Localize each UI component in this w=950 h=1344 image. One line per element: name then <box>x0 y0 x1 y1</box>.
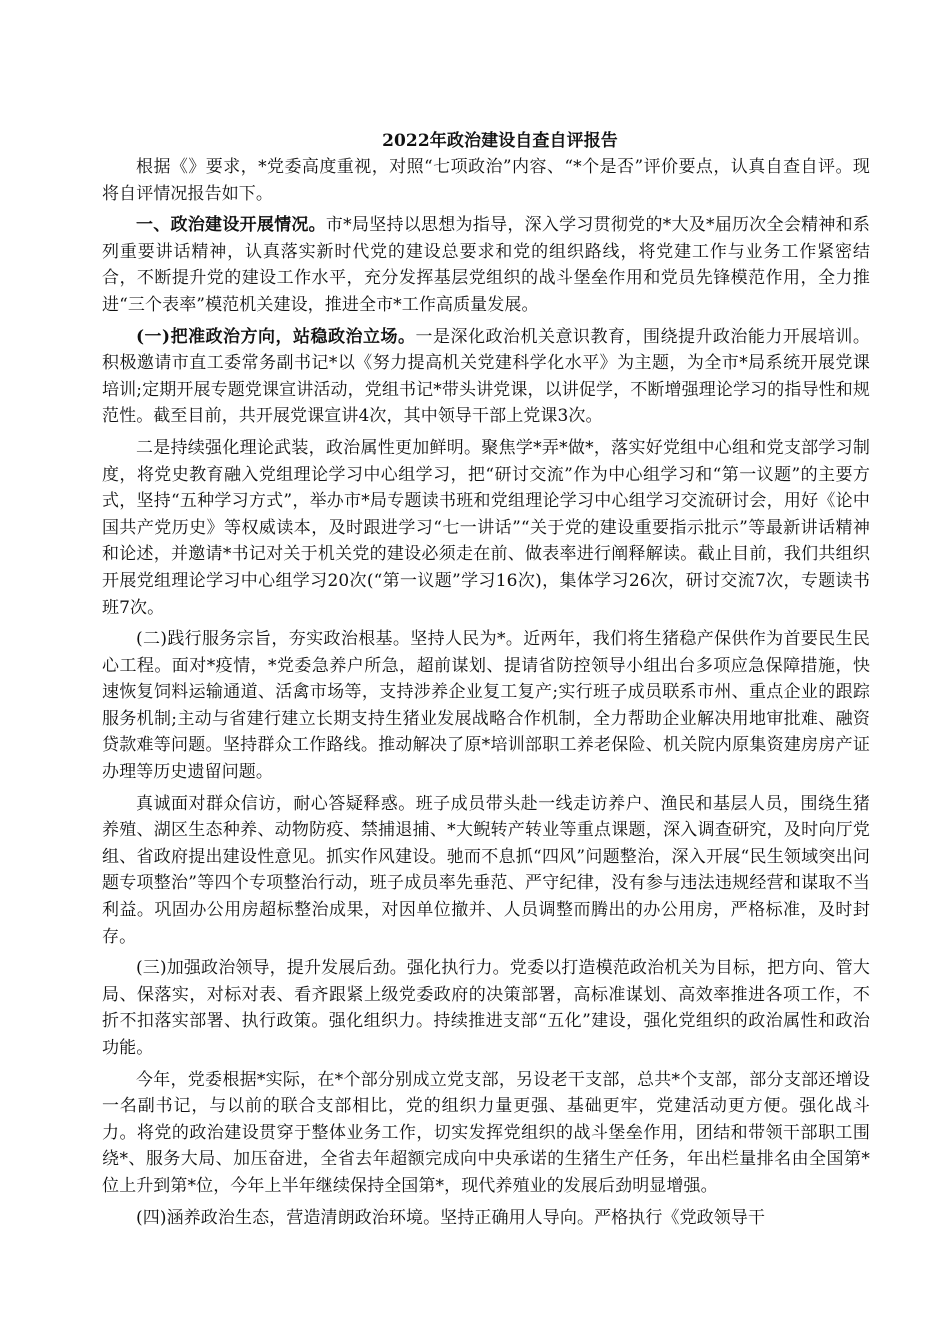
paragraph-7-text: (三)加强政治领导，提升发展后劲。强化执行力。党委以打造模范政治机关为目标，把方向、管大局、保落实，对标对表、看齐跟紧上级党委政府的决策部署，高标准谋划、高效率推进各项工作，不折不扣落实部署、执行政策。强化组织力。持续推进支部“五化”建设，强化党组织的政治属性和政治功能。 <box>102 958 870 1058</box>
paragraph-4 <box>102 435 870 621</box>
paragraph-1-text: 根据《》要求，*党委高度重视，对照“七项政治”内容、“*个是否”评价要点，认真自查自评。现将自评情况报告如下。 <box>102 157 870 204</box>
paragraph-3 <box>102 324 870 430</box>
paragraph-6 <box>102 791 870 951</box>
paragraph-2 <box>102 212 870 318</box>
paragraph-6-text: 真诚面对群众信访，耐心答疑释惑。班子成员带头赴一线走访养户、渔民和基层人员，围绕生猪养殖、湖区生态种养、动物防疫、禁捕退捕、*大鲵转产转业等重点课题，深入调查研究，及时向厅党组、省政府提出建设性意见。抓实作风建设。驰而不息抓“四风”问题整治，深入开展“民生领域突出问题专项整治”等四个专项整治行动，班子成员率先垂范、严守纪律，没有参与违法违规经营和谋取不当利益。巩固办公用房超标整治成果，对因单位撤并、人员调整而腾出的办公用房，严格标准，及时封存。 <box>102 793 870 947</box>
paragraph-8 <box>102 1067 870 1200</box>
document-body <box>102 154 870 1231</box>
paragraph-8-text: 今年，党委根据*实际，在*个部分别成立党支部，另设老干支部，总共*个支部，部分支部还增设一名副书记，与以前的联合支部相比，党的组织力量更强、基础更牢，党建活动更方便。强化战斗力。将党的政治建设贯穿于整体业务工作，切实发挥党组织的战斗堡垒作用，团结和带领干部职工围绕*、服务大局、加压奋进，全省去年超额完成向中央承诺的生猪生产任务，年出栏量排名由全国第*位上升到第*位，今年上半年继续保持全国第*，现代养殖业的发展后劲明显增强。 <box>102 1069 870 1196</box>
paragraph-1 <box>102 154 870 207</box>
paragraph-2-text: 市*局坚持以思想为指导，深入学习贯彻党的*大及*届历次全会精神和系列重要讲话精神，认真落实新时代党的建设总要求和党的组织路线，将党建工作与业务工作紧密结合，不断提升党的建设工作水平，充分发挥基层党组织的战斗堡垒作用和党员先锋模范作用，全力推进“三个表率”模范机关建设，推进全市*工作高质量发展。 <box>102 215 870 315</box>
document-page <box>102 128 870 1231</box>
paragraph-2-lead: 一、政治建设开展情况。 <box>136 215 326 236</box>
paragraph-3-lead: (一)把准政治方向，站稳政治立场。 <box>136 326 416 347</box>
paragraph-7 <box>102 955 870 1061</box>
paragraph-5 <box>102 626 870 786</box>
document-title: 2022年政治建设自查自评报告 <box>382 131 618 151</box>
paragraph-9 <box>102 1205 870 1232</box>
paragraph-3-text: 一是深化政治机关意识教育，围绕提升政治能力开展培训。积极邀请市直工委常务副书记*以《努力提高机关党建科学化水平》为主题，为全市*局系统开展党课培训;定期开展专题党课宣讲活动，党组书记*带头讲党课，以讲促学，不断增强理论学习的指导性和规范性。截至目前，共开展党课宣讲4次，其中领导干部上党课3次。 <box>102 326 870 427</box>
paragraph-9-text: (四)涵养政治生态，营造清朗政治环境。坚持正确用人导向。严格执行《党政领导干 <box>136 1207 766 1228</box>
paragraph-5-text: (二)践行服务宗旨，夯实政治根基。坚持人民为*。近两年，我们将生猪稳产保供作为首要民生民心工程。面对*疫情，*党委急养户所急，超前谋划、提请省防控领导小组出台多项应急保障措施，快速恢复饲料运输通道、活禽市场等，支持涉养企业复工复产;实行班子成员联系市州、重点企业的跟踪服务机制;主动与省建行建立长期支持生猪业发展战略合作机制，全力帮助企业解决用地审批难、融资贷款难等问题。坚持群众工作路线。推动解决了原*培训部职工养老保险、机关院内原集资建房房产证办理等历史遗留问题。 <box>102 629 870 783</box>
paragraph-4-text: 二是持续强化理论武装，政治属性更加鲜明。聚焦学*弄*做*，落实好党组中心组和党支部学习制度，将党史教育融入党组理论学习中心组学习，把“研讨交流”作为中心组学习和“第一议题”的主要方式，坚持“五种学习方式”，举办市*局专题读书班和党组理论学习中心组学习交流研讨会，用好《论中国共产党历史》等权威读本，及时跟进学习“七一讲话”“关于党的建设重要指示批示”等最新讲话精神和论述，并邀请*书记对关于机关党的建设必须走在前、做表率进行阐释解读。截止目前，我们共组织开展党组理论学习中心组学习20次(“第一议题”学习16次)，集体学习26次，研讨交流7次，专题读书班7次。 <box>102 437 870 618</box>
